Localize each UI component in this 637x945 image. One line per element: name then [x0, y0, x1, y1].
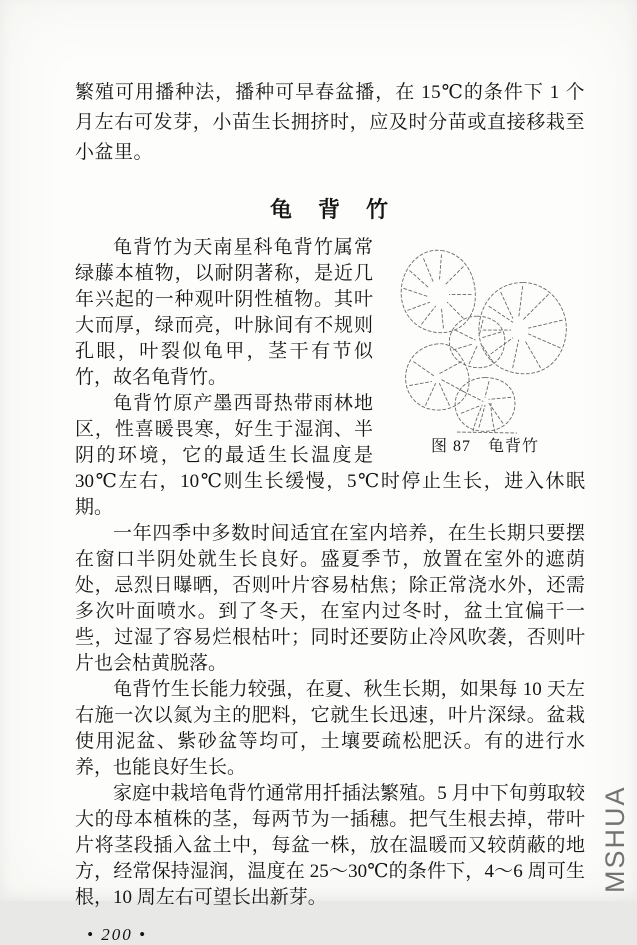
section-heading: 龟 背 竹 — [269, 197, 390, 222]
figure-87 — [385, 237, 585, 457]
page-number: • 200 • — [87, 925, 147, 944]
section-body — [75, 235, 585, 911]
monstera-illustration — [385, 237, 585, 435]
body-paragraph: 龟背竹为天南星科龟背竹属常绿藤本植物，以耐阴著称，是近几年兴起的一种观叶阴性植物。其叶大而厚，绿而亮，叶脉间有不规则孔眼，叶裂似龟甲，茎干有节似竹，故名龟背竹。 — [75, 237, 373, 388]
body-paragraph: 一年四季中多数时间适宜在室内培养，在生长期只要摆在窗口半阴处就生长良好。盛夏季节，放置在室外的遮荫处，忌烈日曝晒，否则叶片容易枯焦；除正常浇水外，还需多次叶面喷水。到了冬天，在室内过冬时，盆土宜偏干一些，过湿了容易烂根枯叶；同时还要防止冷风吹袭，否则叶片也会枯黄脱落。 — [75, 523, 585, 674]
body-paragraph: 龟背竹原产墨西哥热带雨林地区，性喜暖畏寒，好生于湿润、半阴的环境，它的最适生长温度是 30℃左右，10℃则生长缓慢，5℃时停止生长，进入休眠期。 — [75, 393, 585, 518]
body-paragraph: 家庭中栽培龟背竹通常用扦插法繁殖。5 月中下旬剪取较大的母本植株的茎，每两节为一插穗。把气生根去掉，带叶片将茎段插入盆土中，每盆一株，放在温暖而又较荫蔽的地方，经常保持湿润，温度在 25～30℃的条件下，4～6 周可生根，10 周左右可望长出新芽。 — [75, 783, 585, 908]
continuation-paragraph: 繁殖可用播种法，播种可早春盆播，在 15℃的条件下 1 个月左右可发芽，小苗生长拥挤时，应及时分苗或直接移栽至小盆里。 — [75, 82, 585, 163]
page-content — [75, 78, 585, 945]
figure-caption: 图 87 龟背竹 — [430, 438, 539, 455]
watermark-text: MSHUA — [600, 785, 630, 893]
body-paragraph: 龟背竹生长能力较强，在夏、秋生长期，如果每 10 天左右施一次以氮为主的肥料，它就生长迅速，叶片深绿。盆栽使用泥盆、紫砂盆等均可，土壤要疏松肥沃。有的进行水养，也能良好生长。 — [75, 679, 585, 778]
